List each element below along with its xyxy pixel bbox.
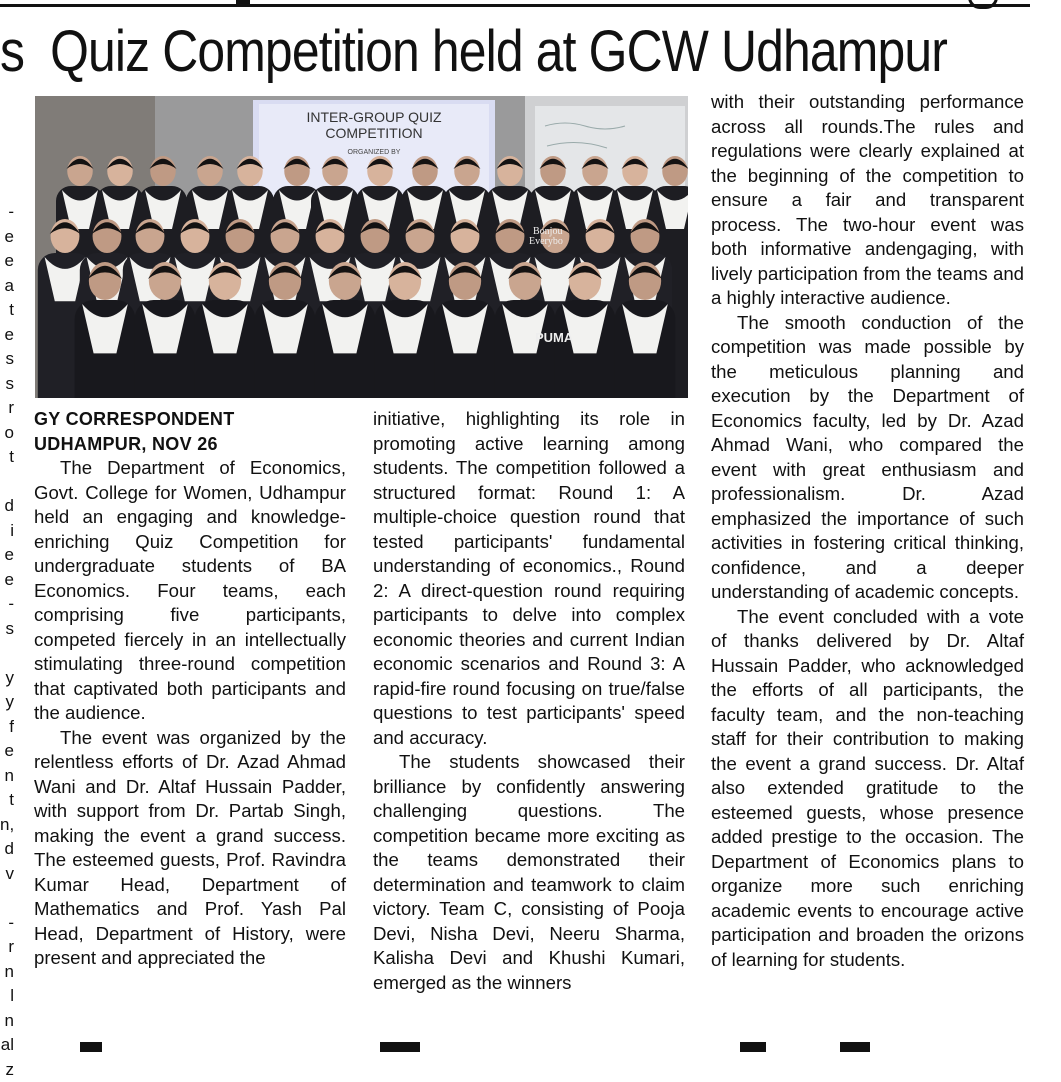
gutter-letter: d bbox=[0, 837, 14, 862]
article-photo bbox=[35, 96, 688, 398]
gutter-letter: n bbox=[0, 1009, 14, 1034]
students-group bbox=[38, 156, 688, 398]
column-3-paragraph-1: with their outstanding performance across all rounds.The rules and regulations were clearly explained at the beginning of the competition to ensure a fair and transparent process. The two-hour event was both informative andengaging, with lively participation from the teams and a highly interactive audience. bbox=[711, 90, 1024, 311]
gutter-letter: v bbox=[0, 862, 14, 887]
gutter-letter bbox=[0, 470, 14, 495]
gutter-letter: t bbox=[0, 445, 14, 470]
byline-dateline: UDHAMPUR, NOV 26 bbox=[34, 432, 346, 457]
gutter-letter: y bbox=[0, 690, 14, 715]
gutter-letter: o bbox=[0, 421, 14, 446]
screen-title-line1: INTER-GROUP QUIZ bbox=[306, 109, 442, 125]
column-2-paragraph-2: The students showcased their brilliance by confidently answering challenging questions. The competition became more exciting as the teams demonstrated their determination and teamwork to claim victory. Team C, consisting of Pooja Devi, Nisha Devi, Neeru Sharma, Kalisha Devi and Khushi Kumari, emerged as the winners bbox=[373, 750, 685, 995]
gutter-letter: - bbox=[0, 200, 14, 225]
gutter-letter: e bbox=[0, 249, 14, 274]
gutter-letter: t bbox=[0, 298, 14, 323]
article-column-2 bbox=[373, 407, 685, 995]
gutter-letter: t bbox=[0, 788, 14, 813]
screen-small-text: ORGANIZED BY bbox=[348, 149, 401, 156]
article-column-3 bbox=[711, 90, 1024, 972]
gutter-letter: - bbox=[0, 592, 14, 617]
gutter-letter: e bbox=[0, 568, 14, 593]
next-headline-cut bbox=[80, 1042, 1020, 1052]
column-3-paragraph-3: The event concluded with a vote of thanks delivered by Dr. Altaf Hussain Padder, who acknowledged the efforts of all participants, the faculty team, and the non-teaching staff for their contribution to making the event a grand success. Dr. Altaf also extended gratitude to the esteemed guests, whose presence added prestige to the occasion. The Department of Economics plans to organize more such enriching academic events to encourage active participation and broaden the orizons of learning for students. bbox=[711, 605, 1024, 973]
gutter-letter bbox=[0, 641, 14, 666]
top-rule-mark bbox=[236, 0, 250, 6]
gutter-letter: s bbox=[0, 372, 14, 397]
gutter-letter: r bbox=[0, 396, 14, 421]
headline bbox=[0, 14, 894, 90]
top-rule bbox=[0, 4, 1030, 7]
headline-text: Quiz Competition held at GCW Udhampur bbox=[50, 19, 947, 84]
gutter-letter: l bbox=[0, 984, 14, 1009]
gutter-letter: e bbox=[0, 323, 14, 348]
gutter-letter: e bbox=[0, 225, 14, 250]
gutter-letter: y bbox=[0, 666, 14, 691]
sweater-text-1: Bonjou bbox=[533, 226, 562, 237]
top-rule-arc bbox=[968, 0, 998, 9]
gutter-letter: al bbox=[0, 1033, 14, 1058]
gutter-letter: s bbox=[0, 617, 14, 642]
left-gutter-cut-column bbox=[0, 200, 14, 1082]
gutter-letter: r bbox=[0, 935, 14, 960]
article-column-1 bbox=[34, 407, 346, 971]
sweater-text-3: PUMA bbox=[535, 330, 574, 345]
sweater-text-2: Everybo bbox=[529, 236, 563, 247]
gutter-letter: n bbox=[0, 960, 14, 985]
gutter-letter: z bbox=[0, 1058, 14, 1082]
headline-prefix: s bbox=[0, 19, 24, 84]
gutter-letter: f bbox=[0, 715, 14, 740]
column-3-paragraph-2: The smooth conduction of the competition was made possible by the meticulous planning and execution by the Department of Economics faculty, led by Dr. Azad Ahmad Wani, who compared the event with great enthusiasm and professionalism. Dr. Azad emphasized the importance of such activities in fostering critical thinking, confidence, and a deeper understanding of academic concepts. bbox=[711, 311, 1024, 605]
gutter-letter: i bbox=[0, 519, 14, 544]
gutter-letter bbox=[0, 886, 14, 911]
gutter-letter: e bbox=[0, 739, 14, 764]
screen-title-line2: COMPETITION bbox=[325, 125, 422, 141]
byline-correspondent: GY CORRESPONDENT bbox=[34, 407, 346, 432]
gutter-letter: d bbox=[0, 494, 14, 519]
column-2-paragraph-1: initiative, highlighting its role in promoting active learning among students. The competition followed a structured format: Round 1: A multiple-choice question round that tested participants' fundamental understanding of economics., Round 2: A direct-question round requiring participants to delve into complex economic theories and current Indian economic scenarios and Round 3: A rapid-fire round focusing on true/false questions to test participants' speed and accuracy. bbox=[373, 407, 685, 750]
gutter-letter: a bbox=[0, 274, 14, 299]
column-1-paragraph-1: The Department of Economics, Govt. College for Women, Udhampur held an engaging and knowledge-enriching Quiz Competition for undergraduate students of BA Economics. Four teams, each comprising five participants, competed fiercely in an intellectually stimulating three-round competition that captivated both participants and the audience. bbox=[34, 456, 346, 726]
gutter-letter: e bbox=[0, 543, 14, 568]
gutter-letter: n bbox=[0, 764, 14, 789]
gutter-letter: - bbox=[0, 911, 14, 936]
gutter-letter: s bbox=[0, 347, 14, 372]
gutter-letter: n, bbox=[0, 813, 14, 838]
column-1-paragraph-2: The event was organized by the relentless efforts of Dr. Azad Ahmad Wani and Dr. Altaf Hussain Padder, with support from Dr. Partab Singh, making the event a grand success. The esteemed guests, Prof. Ravindra Kumar Head, Department of Mathematics and Prof. Yash Pal Head, Department of History, were present and appreciated the bbox=[34, 726, 346, 971]
